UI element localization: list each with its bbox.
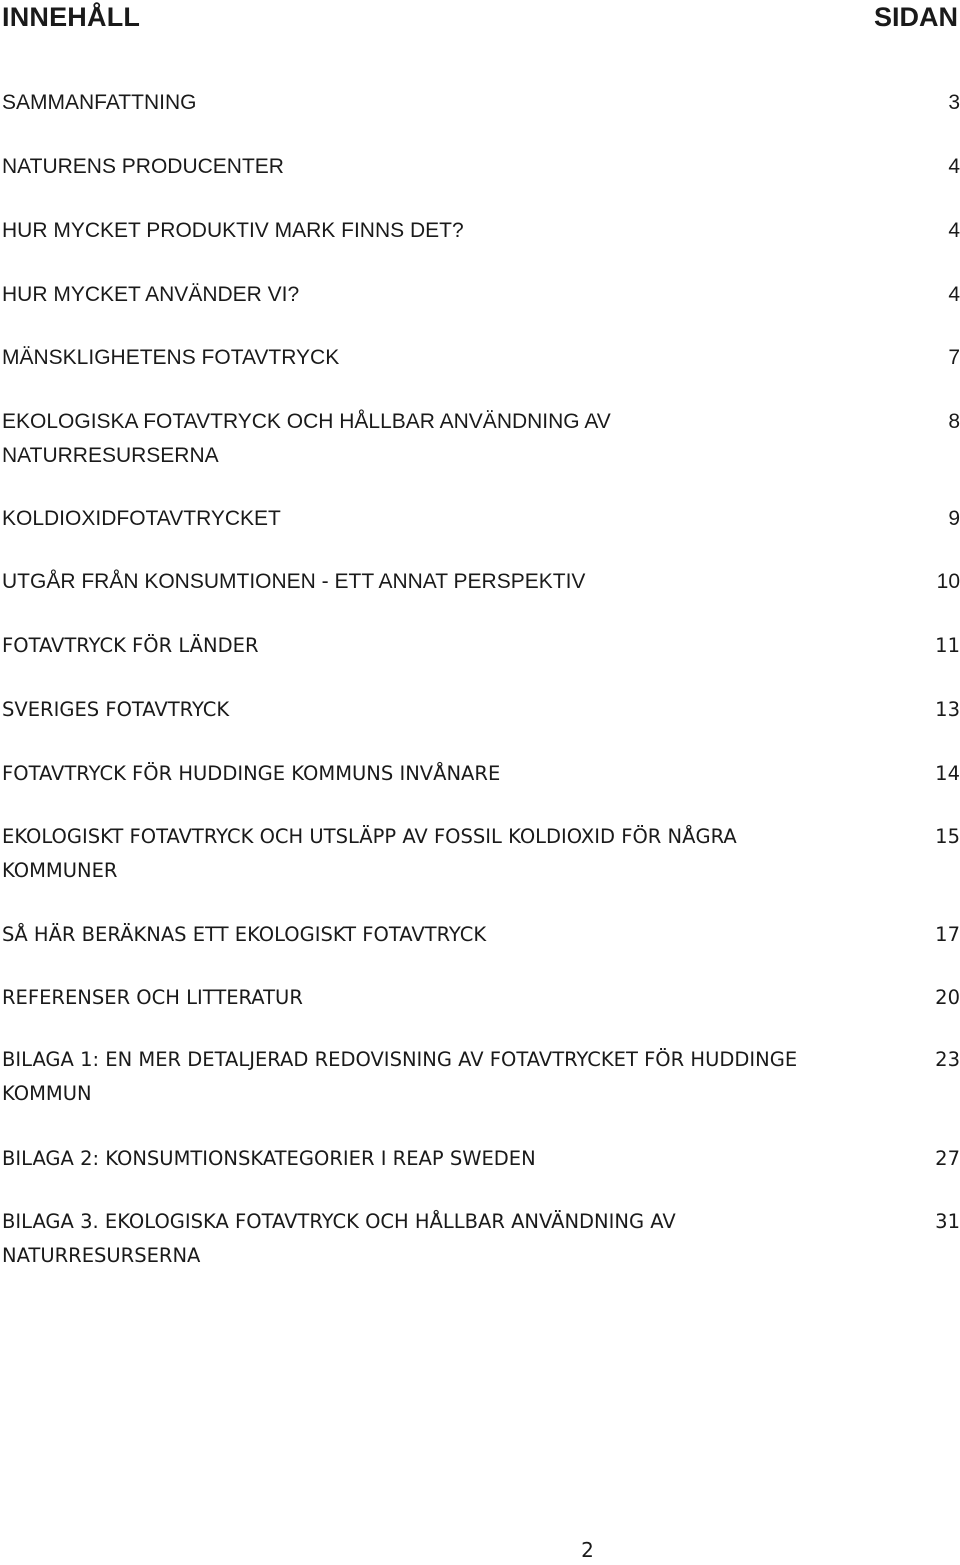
- toc-entry-title[interactable]: BILAGA 1: EN MER DETALJERAD REDOVISNING AV FOTAVTRYCKET FÖR HUDDINGE KOMMUN: [2, 1048, 798, 1105]
- toc-entry-page: 9: [948, 507, 960, 530]
- toc-entry-page: 13: [935, 698, 960, 721]
- toc-entry-title[interactable]: BILAGA 2: KONSUMTIONSKATEGORIER I REAP SWEDEN: [2, 1147, 536, 1170]
- toc-entry-page: 23: [935, 1048, 960, 1071]
- page-column-heading: SIDAN: [873, 2, 958, 32]
- toc-entry-page: 4: [948, 283, 960, 306]
- toc-entry-title[interactable]: KOLDIOXIDFOTAVTRYCKET: [2, 507, 281, 530]
- toc-entry-title[interactable]: HUR MYCKET PRODUKTIV MARK FINNS DET?: [2, 219, 464, 242]
- toc-entry-page: 8: [948, 410, 960, 433]
- toc-entry-page: 3: [948, 91, 960, 114]
- toc-entry-page: 17: [935, 923, 960, 946]
- toc-entry-title[interactable]: BILAGA 3. EKOLOGISKA FOTAVTRYCK OCH HÅLLBAR ANVÄNDNING AV NATURRESURSERNA: [2, 1210, 676, 1267]
- toc-entry-page: 10: [936, 570, 960, 593]
- toc-heading: INNEHÅLL: [2, 2, 141, 32]
- toc-entry-page: 11: [935, 634, 960, 657]
- toc-entry-title[interactable]: HUR MYCKET ANVÄNDER VI?: [2, 283, 300, 306]
- toc-entry-title[interactable]: SVERIGES FOTAVTRYCK: [2, 698, 230, 721]
- toc-entry-page: 31: [935, 1210, 960, 1233]
- toc-entry-title[interactable]: NATURENS PRODUCENTER: [2, 155, 284, 178]
- toc-header: [0, 0, 960, 44]
- toc-entry-title[interactable]: SÅ HÄR BERÄKNAS ETT EKOLOGISKT FOTAVTRYCK: [2, 923, 487, 946]
- toc-entry-title[interactable]: REFERENSER OCH LITTERATUR: [2, 986, 303, 1009]
- toc-entry-page: 20: [935, 986, 960, 1009]
- toc-entry-page: 4: [948, 219, 960, 242]
- toc-entry-page: 4: [948, 155, 960, 178]
- toc-entry-page: 15: [935, 825, 960, 848]
- toc-entry-page: 14: [935, 762, 960, 785]
- toc-entry-page: 7: [948, 346, 960, 369]
- toc-entry-title[interactable]: FOTAVTRYCK FÖR HUDDINGE KOMMUNS INVÅNARE: [2, 762, 501, 785]
- toc-entry-page: 27: [935, 1147, 960, 1170]
- toc-entry-title[interactable]: EKOLOGISKT FOTAVTRYCK OCH UTSLÄPP AV FOSSIL KOLDIOXID FÖR NÅGRA KOMMUNER: [2, 825, 737, 882]
- toc-entry-title[interactable]: UTGÅR FRÅN KONSUMTIONEN - ETT ANNAT PERSPEKTIV: [2, 570, 586, 593]
- toc-entry-title[interactable]: EKOLOGISKA FOTAVTRYCK OCH HÅLLBAR ANVÄNDNING AV NATURRESURSERNA: [2, 410, 611, 467]
- page-number: 2: [581, 1538, 594, 1562]
- toc-entry-title[interactable]: MÄNSKLIGHETENS FOTAVTRYCK: [2, 346, 340, 369]
- toc-entry-title[interactable]: FOTAVTRYCK FÖR LÄNDER: [2, 634, 259, 657]
- toc-entry-title[interactable]: SAMMANFATTNING: [2, 91, 197, 114]
